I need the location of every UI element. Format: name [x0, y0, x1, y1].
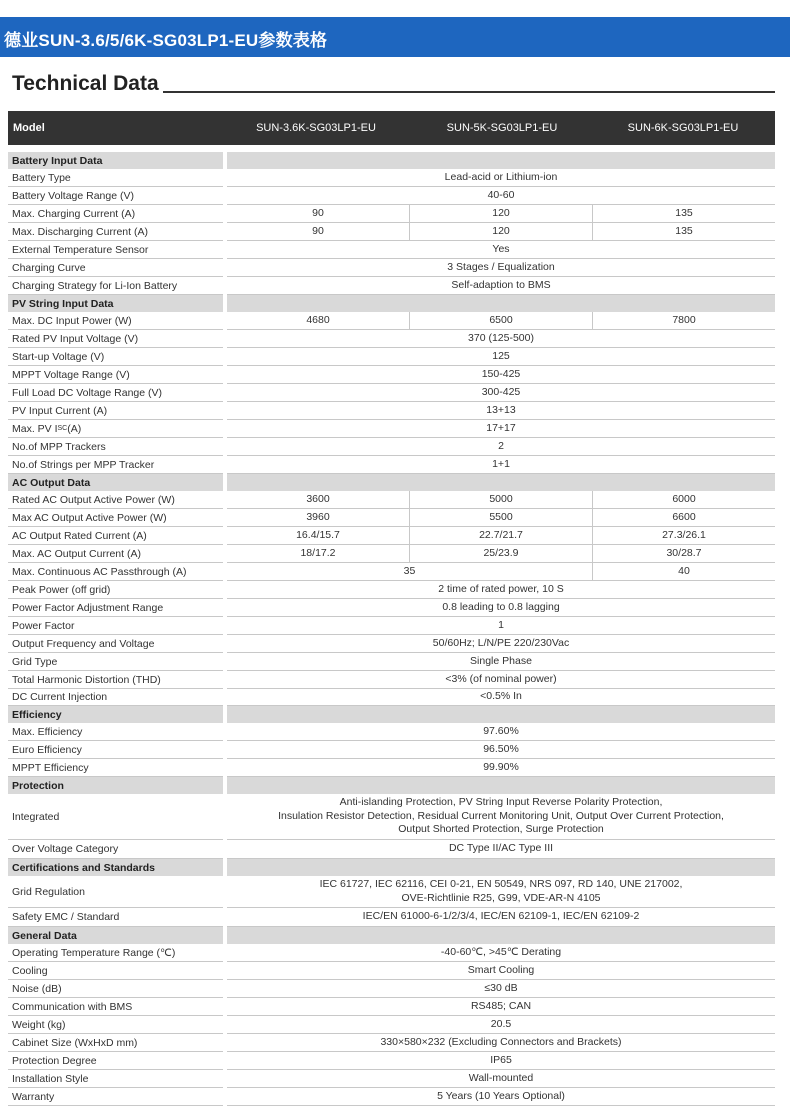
value-line: OVE-Richtlinie R25, G99, VDE-AR-N 4105: [401, 891, 601, 904]
row-value: 3600: [227, 491, 409, 509]
row-value: 300-425: [227, 384, 775, 402]
section-pv: PV String Input Data: [8, 295, 223, 312]
row-value: 2: [227, 438, 775, 456]
row-value: Single Phase: [227, 653, 775, 671]
model-label: Model: [13, 122, 45, 134]
row-label: Communication with BMS: [8, 998, 223, 1016]
title-underline: [163, 91, 775, 93]
row-value: 150-425: [227, 366, 775, 384]
section-bar: [227, 152, 775, 169]
row-value: IP65: [227, 1052, 775, 1070]
row-label: Output Frequency and Voltage: [8, 635, 223, 653]
row-value: 90: [227, 205, 409, 223]
value-line: Anti-islanding Protection, PV String Input Reverse Polarity Protection,: [339, 796, 663, 809]
row-label: Euro Efficiency: [8, 741, 223, 759]
row-value: 50/60Hz; L/N/PE 220/230Vac: [227, 635, 775, 653]
row-value: 25/23.9: [409, 545, 592, 563]
row-value: 20.5: [227, 1016, 775, 1034]
row-label: Safety EMC / Standard: [8, 908, 223, 927]
row-value: 2 time of rated power, 10 S: [227, 581, 775, 599]
row-value: DC Type II/AC Type III: [227, 840, 775, 859]
section-general: General Data: [8, 927, 223, 944]
row-label: Operating Temperature Range (℃): [8, 944, 223, 962]
value-line: Output Shorted Protection, Surge Protection: [398, 823, 604, 836]
row-label: MPPT Voltage Range (V): [8, 366, 223, 384]
row-value: 330×580×232 (Excluding Connectors and Brackets): [227, 1034, 775, 1052]
row-value: Wall-mounted: [227, 1070, 775, 1088]
row-value: 35: [227, 563, 592, 581]
section-protection: Protection: [8, 777, 223, 794]
row-value: RS485; CAN: [227, 998, 775, 1016]
row-value: 27.3/26.1: [592, 527, 775, 545]
model-col-2: SUN-5K-SG03LP1-EU: [446, 122, 558, 134]
row-value-multiline: [227, 794, 775, 840]
row-value: 6500: [409, 312, 592, 330]
section-battery: Battery Input Data: [8, 152, 223, 169]
row-label: Charging Strategy for Li-Ion Battery: [8, 277, 223, 295]
row-value: 96.50%: [227, 741, 775, 759]
row-label: Max. DC Input Power (W): [8, 312, 223, 330]
row-label: Weight (kg): [8, 1016, 223, 1034]
row-value: 135: [592, 223, 775, 241]
section-bar: [227, 927, 775, 944]
row-label: Max. Efficiency: [8, 723, 223, 741]
row-value: 99.90%: [227, 759, 775, 777]
row-label: AC Output Rated Current (A): [8, 527, 223, 545]
row-label: Integrated: [8, 794, 223, 840]
row-value: 97.60%: [227, 723, 775, 741]
page-title: Technical Data: [12, 72, 159, 95]
row-label: Total Harmonic Distortion (THD): [8, 671, 223, 689]
row-label: Cooling: [8, 962, 223, 980]
row-label: Max. Charging Current (A): [8, 205, 223, 223]
row-value: 6000: [592, 491, 775, 509]
row-value: -40-60℃, >45℃ Derating: [227, 944, 775, 962]
row-value: 90: [227, 223, 409, 241]
row-value: <3% (of nominal power): [227, 671, 775, 689]
row-label: Max. AC Output Current (A): [8, 545, 223, 563]
banner-title: 德业SUN-3.6/5/6K-SG03LP1-EU参数表格: [4, 31, 328, 50]
row-label: Max. Continuous AC Passthrough (A): [8, 563, 223, 581]
row-value: 1: [227, 617, 775, 635]
row-value: 5500: [409, 509, 592, 527]
row-value: Self-adaption to BMS: [227, 277, 775, 295]
row-label: Cabinet Size (WxHxD mm): [8, 1034, 223, 1052]
row-label: Noise (dB): [8, 980, 223, 998]
row-value: 13+13: [227, 402, 775, 420]
section-bar: [227, 474, 775, 491]
row-value: 6600: [592, 509, 775, 527]
model-col-1: SUN-3.6K-SG03LP1-EU: [256, 122, 376, 134]
row-label: Start-up Voltage (V): [8, 348, 223, 366]
row-label: Power Factor: [8, 617, 223, 635]
section-bar: [227, 859, 775, 876]
row-value: 370 (125-500): [227, 330, 775, 348]
section-bar: [227, 706, 775, 723]
label-part: Max. PV I: [12, 422, 58, 435]
value-line: Insulation Resistor Detection, Residual Current Monitoring Unit, Output Over Current Protection,: [278, 809, 724, 822]
row-label: Protection Degree: [8, 1052, 223, 1070]
row-value: 18/17.2: [227, 545, 409, 563]
section-bar: [227, 295, 775, 312]
row-value: 5 Years (10 Years Optional): [227, 1088, 775, 1106]
row-value: 135: [592, 205, 775, 223]
row-value-multiline: [227, 876, 775, 908]
row-value: 5000: [409, 491, 592, 509]
label-subscript: SC: [57, 425, 68, 432]
row-value: Yes: [227, 241, 775, 259]
row-value: <0.5% In: [227, 689, 775, 706]
model-col-3: SUN-6K-SG03LP1-EU: [627, 122, 739, 134]
section-ac: AC Output Data: [8, 474, 223, 491]
row-label: Installation Style: [8, 1070, 223, 1088]
row-label: Rated AC Output Active Power (W): [8, 491, 223, 509]
row-value: 17+17: [227, 420, 775, 438]
row-label: [8, 420, 223, 438]
row-value: 40: [592, 563, 775, 581]
row-value: 1+1: [227, 456, 775, 474]
section-bar: [227, 777, 775, 794]
row-label: Max AC Output Active Power (W): [8, 509, 223, 527]
row-label: No.of Strings per MPP Tracker: [8, 456, 223, 474]
row-value: 120: [409, 223, 592, 241]
label-part: (A): [67, 422, 82, 435]
row-value: 3 Stages / Equalization: [227, 259, 775, 277]
section-efficiency: Efficiency: [8, 706, 223, 723]
row-value: 0.8 leading to 0.8 lagging: [227, 599, 775, 617]
value-line: IEC 61727, IEC 62116, CEI 0-21, EN 50549, NRS 097, RD 140, UNE 217002,: [319, 878, 683, 890]
row-label: MPPT Efficiency: [8, 759, 223, 777]
row-label: Max. Discharging Current (A): [8, 223, 223, 241]
row-value: 16.4/15.7: [227, 527, 409, 545]
title-banner: [0, 17, 790, 57]
row-value: 40-60: [227, 187, 775, 205]
row-label: Battery Type: [8, 169, 223, 187]
table-header: [8, 111, 775, 145]
row-label: Rated PV Input Voltage (V): [8, 330, 223, 348]
row-label: Grid Regulation: [8, 876, 223, 908]
row-label: Power Factor Adjustment Range: [8, 599, 223, 617]
row-value: Smart Cooling: [227, 962, 775, 980]
row-label: External Temperature Sensor: [8, 241, 223, 259]
row-value: 7800: [592, 312, 775, 330]
row-value: 4680: [227, 312, 409, 330]
row-label: Peak Power (off grid): [8, 581, 223, 599]
row-label: Full Load DC Voltage Range (V): [8, 384, 223, 402]
row-value: ≤30 dB: [227, 980, 775, 998]
row-value: 22.7/21.7: [409, 527, 592, 545]
row-value: 30/28.7: [592, 545, 775, 563]
row-value: 120: [409, 205, 592, 223]
row-value: 125: [227, 348, 775, 366]
section-certifications: Certifications and Standards: [8, 859, 223, 876]
row-label: Warranty: [8, 1088, 223, 1106]
row-value: IEC/EN 61000-6-1/2/3/4, IEC/EN 62109-1, IEC/EN 62109-2: [227, 908, 775, 927]
row-label: DC Current Injection: [8, 689, 223, 706]
row-label: Battery Voltage Range (V): [8, 187, 223, 205]
row-label: PV Input Current (A): [8, 402, 223, 420]
row-label: Over Voltage Category: [8, 840, 223, 859]
row-value: Lead-acid or Lithium-ion: [227, 169, 775, 187]
row-label: No.of MPP Trackers: [8, 438, 223, 456]
row-label: Charging Curve: [8, 259, 223, 277]
row-label: Grid Type: [8, 653, 223, 671]
row-value: 3960: [227, 509, 409, 527]
